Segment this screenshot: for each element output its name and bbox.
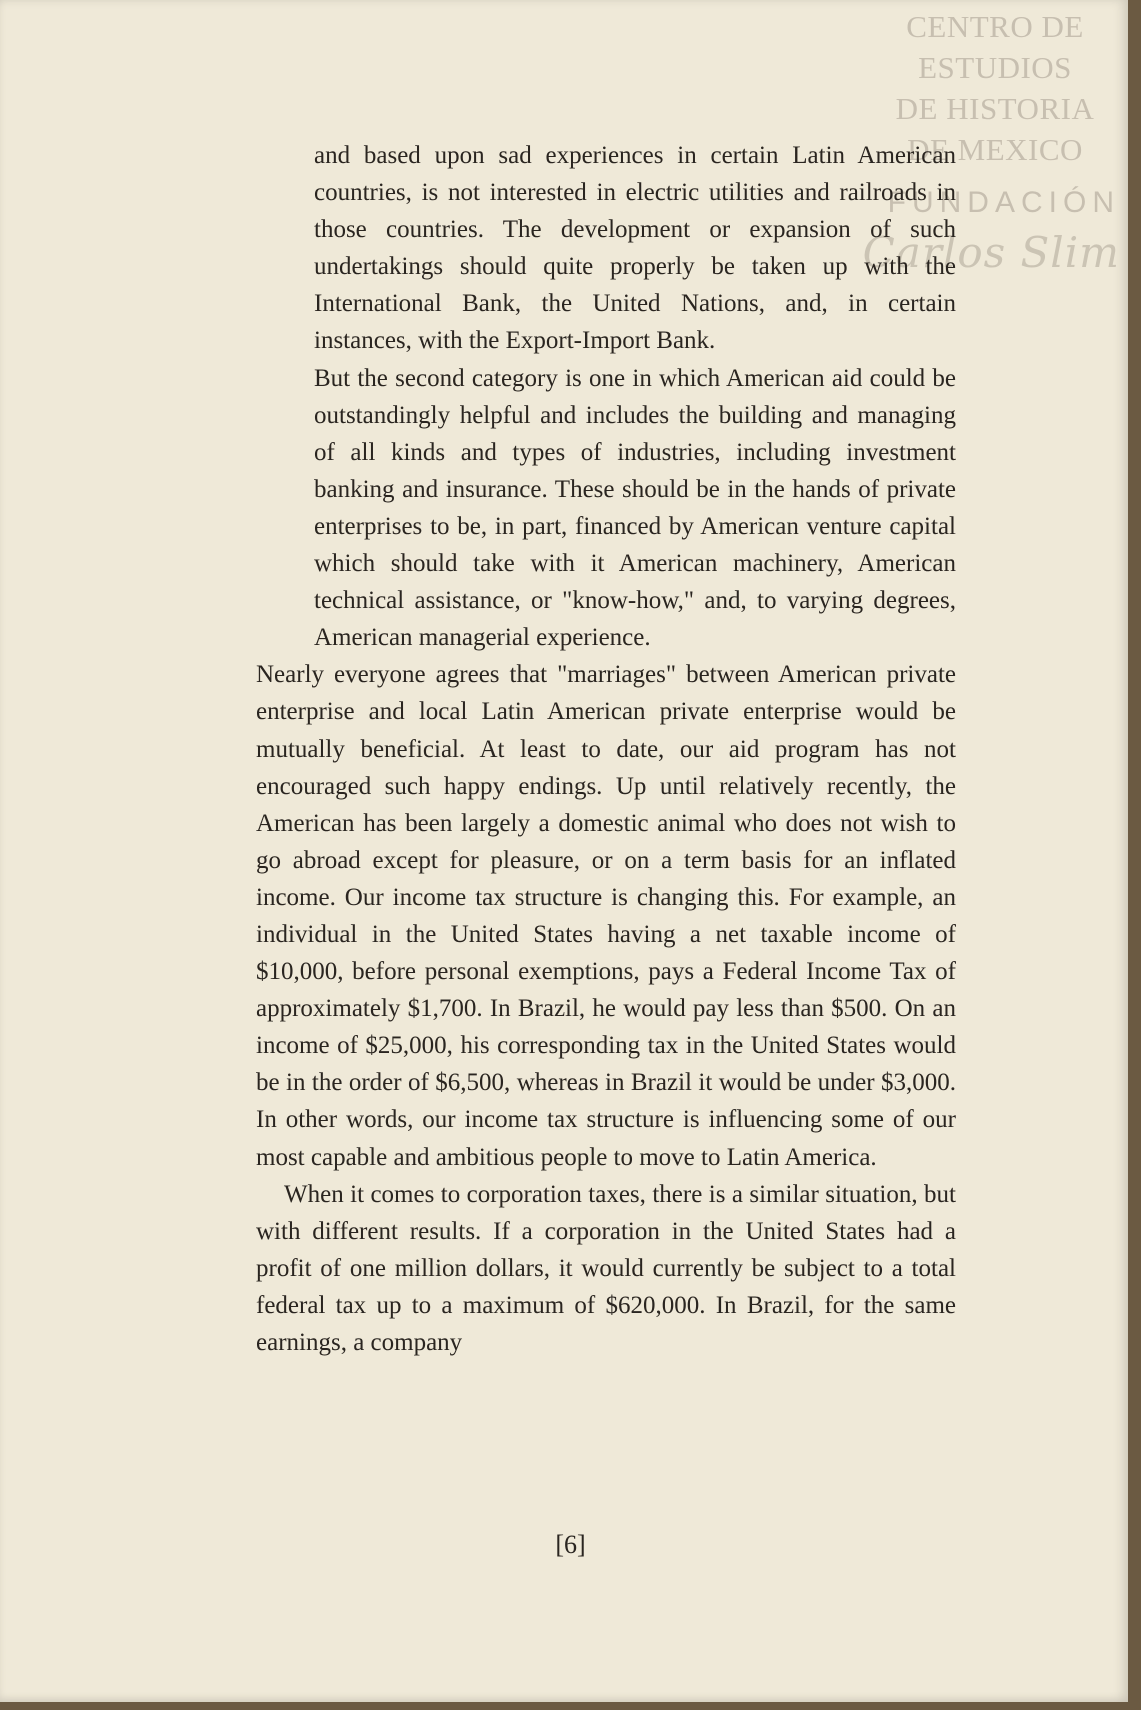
paragraph-3: Nearly everyone agrees that "marriages" between American private enterprise and local Latin American private enterprise would be mutually beneficial. At least to date, our aid program has not encouraged such happy endings. Up until relatively recently, the American has been largely a domestic animal who does not wish to go abroad except for pleasure, or on a term basis for an inflated income. Our income tax structure is changing this. For example, an individual in the United States having a net taxable income of $10,000, before personal exemptions, pays a Federal Income Tax of approximately $1,700. In Brazil, he would pay less than $500. On an income of $25,000, his corresponding tax in the United States would be in the order of $6,500, whereas in Brazil it would be under $3,000. In other words, our income tax structure is influencing some of our most capable and ambitious people to move to Latin America. [256,661,956,1171]
watermark-line: ESTUDIOS [918,50,1072,85]
watermark-fundacion: FUNDACIÓN [887,186,1120,219]
watermark-signature: Carlos Slim [862,228,1120,277]
page-edge-bottom [0,1702,1141,1710]
paragraph-quoted-1: and based upon sad experiences in certain Latin American countries, is not interested in electric utilities and railroads in those countries. The development or expansion of such undertakings should quite properly be taken up with the International Bank, the United Nations, and, in certain instances, with the Export-Import Bank. [314,142,956,355]
paragraph-4: When it comes to corporation taxes, there is a similar situation, but with different results. If a corporation in the United States had a profit of one million dollars, it would currently be subject to a total federal tax up to a maximum of $620,000. In Brazil, for the same earnings, a company [256,1180,956,1356]
body-text [256,137,956,1361]
watermark-line: CENTRO DE [906,9,1084,44]
paragraph-quoted-2: But the second category is one in which American aid could be outstandingly helpful and includes the building and managing of all kinds and types of industries, including investment banking and insurance. These should be in the hands of private enterprises to be, in part, financed by American venture capital which should take with it American machinery, American technical assistance, or "know-how," and, to varying degrees, American managerial experience. [314,364,956,652]
watermark-line: DE HISTORIA [895,91,1095,126]
watermark-line: DE MEXICO [907,132,1083,167]
page-number: [6] [555,1530,586,1559]
page-edge-right [1128,0,1141,1710]
